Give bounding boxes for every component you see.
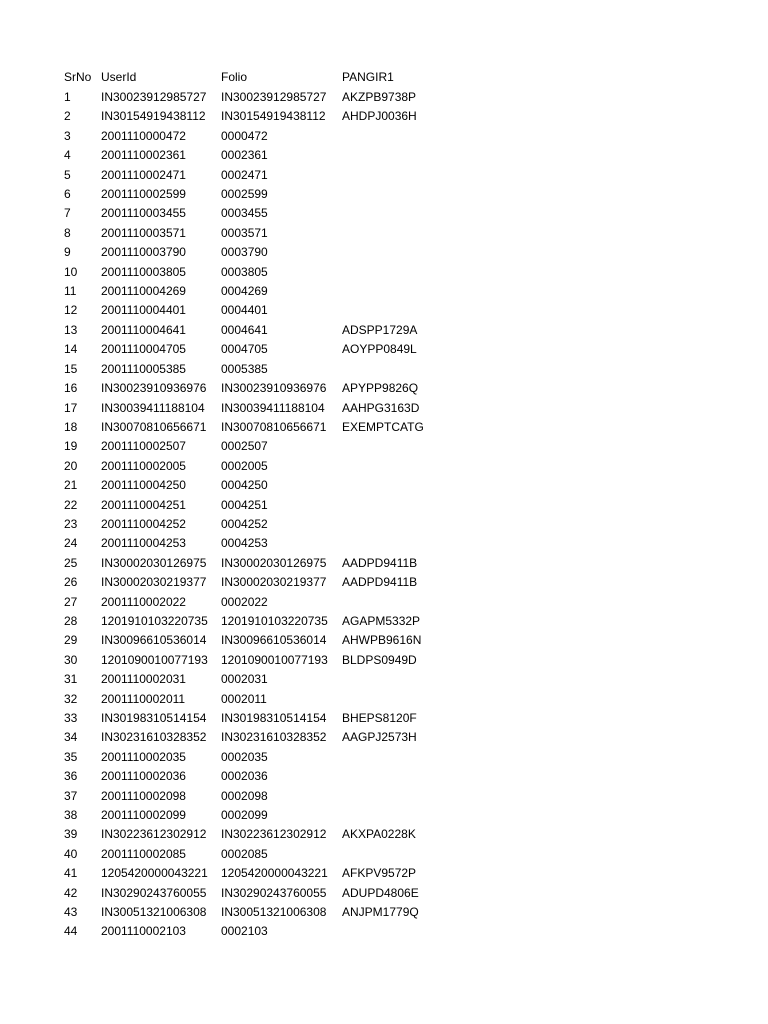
cell-folio: 0002022 bbox=[221, 594, 268, 609]
table-row bbox=[64, 728, 442, 747]
cell-pangir1 bbox=[342, 690, 442, 709]
cell-userid: 2001110004253 bbox=[101, 536, 186, 551]
cell-userid: IN30198310514154 bbox=[101, 711, 207, 725]
table-row bbox=[64, 670, 442, 689]
cell-folio: IN30223612302912 bbox=[221, 827, 327, 842]
cell-userid: 2001110002471 bbox=[101, 167, 186, 182]
table-row bbox=[64, 418, 442, 437]
cell-folio: 0002035 bbox=[221, 749, 268, 764]
cell-pangir1: ADSPP1729A bbox=[342, 322, 418, 337]
cell-pangir1 bbox=[342, 204, 442, 223]
cell-userid: 2001110002036 bbox=[101, 769, 186, 784]
cell-userid: 2001110004269 bbox=[101, 284, 186, 299]
cell-folio: 0005385 bbox=[221, 361, 268, 376]
cell-srno: 31 bbox=[64, 672, 78, 687]
cell-folio: 0003805 bbox=[221, 264, 268, 279]
cell-pangir1 bbox=[342, 922, 442, 941]
cell-pangir1: AAHPG3163D bbox=[342, 400, 420, 415]
cell-srno: 14 bbox=[64, 342, 78, 357]
table-row bbox=[64, 534, 442, 553]
cell-folio: IN30070810656671 bbox=[221, 419, 327, 434]
cell-srno: 27 bbox=[64, 594, 78, 609]
cell-srno: 5 bbox=[64, 167, 71, 182]
table-row bbox=[64, 127, 442, 146]
cell-srno: 33 bbox=[64, 711, 78, 725]
cell-folio: IN30231610328352 bbox=[221, 730, 327, 745]
cell-userid: 2001110002507 bbox=[101, 439, 186, 454]
cell-srno: 28 bbox=[64, 613, 78, 628]
cell-pangir1: EXEMPTCATG bbox=[342, 419, 424, 434]
cell-userid: 1205420000043221 bbox=[101, 866, 208, 881]
cell-srno: 1 bbox=[64, 90, 71, 104]
cell-pangir1: AHWPB9616N bbox=[342, 633, 422, 648]
cell-folio: 0002507 bbox=[221, 439, 268, 454]
cell-srno: 6 bbox=[64, 187, 71, 202]
table-row bbox=[64, 224, 442, 243]
cell-srno: 32 bbox=[64, 691, 78, 706]
cell-srno: 21 bbox=[64, 478, 78, 493]
header-row bbox=[64, 68, 442, 88]
cell-userid: IN30002030126975 bbox=[101, 555, 207, 570]
cell-pangir1: AHDPJ0036H bbox=[342, 109, 417, 124]
cell-srno: 19 bbox=[64, 439, 78, 454]
cell-pangir1 bbox=[342, 263, 442, 282]
cell-folio: 0004251 bbox=[221, 497, 268, 512]
cell-srno: 24 bbox=[64, 536, 78, 551]
cell-folio: 0003455 bbox=[221, 206, 268, 221]
cell-pangir1: ADUPD4806E bbox=[342, 885, 419, 900]
cell-userid: 1201090010077193 bbox=[101, 652, 208, 667]
table-row bbox=[64, 690, 442, 709]
table-body bbox=[64, 88, 442, 942]
cell-userid: 2001110002099 bbox=[101, 808, 186, 823]
header-folio: Folio bbox=[221, 70, 248, 85]
table-row bbox=[64, 573, 442, 592]
cell-folio: IN30023910936976 bbox=[221, 381, 327, 396]
cell-folio: IN30002030219377 bbox=[221, 575, 327, 590]
cell-userid: 2001110002005 bbox=[101, 458, 186, 473]
cell-folio: IN30039411188104 bbox=[221, 400, 325, 415]
cell-srno: 16 bbox=[64, 381, 78, 396]
table-row bbox=[64, 146, 442, 165]
cell-folio: 0004250 bbox=[221, 478, 268, 493]
cell-pangir1: AAGPJ2573H bbox=[342, 730, 417, 745]
cell-pangir1 bbox=[342, 127, 442, 146]
records-table bbox=[64, 68, 442, 942]
cell-userid: 2001110004705 bbox=[101, 342, 186, 357]
cell-pangir1 bbox=[342, 476, 442, 495]
cell-srno: 39 bbox=[64, 827, 78, 842]
table-row bbox=[64, 515, 442, 534]
cell-folio: 0002031 bbox=[221, 672, 268, 687]
table-row bbox=[64, 340, 442, 359]
cell-pangir1: AKXPA0228K bbox=[342, 827, 416, 842]
table-row bbox=[64, 243, 442, 262]
table-row bbox=[64, 709, 442, 728]
table-row bbox=[64, 301, 442, 320]
cell-userid: IN30070810656671 bbox=[101, 419, 207, 434]
cell-srno: 18 bbox=[64, 419, 78, 434]
cell-srno: 38 bbox=[64, 808, 78, 823]
cell-srno: 11 bbox=[64, 284, 77, 299]
cell-pangir1 bbox=[342, 360, 442, 379]
cell-pangir1 bbox=[342, 806, 442, 825]
cell-pangir1 bbox=[342, 515, 442, 534]
table-row bbox=[64, 651, 442, 670]
cell-userid: IN30154919438112 bbox=[101, 109, 206, 124]
cell-userid: 2001110002011 bbox=[101, 691, 186, 706]
cell-folio: 0002036 bbox=[221, 769, 268, 784]
cell-folio: 0004401 bbox=[221, 303, 268, 318]
table-row bbox=[64, 612, 442, 631]
cell-pangir1 bbox=[342, 748, 442, 767]
cell-userid: 2001110004401 bbox=[101, 303, 186, 318]
table-row bbox=[64, 806, 442, 825]
table-row bbox=[64, 922, 442, 941]
cell-srno: 7 bbox=[64, 206, 71, 221]
cell-srno: 17 bbox=[64, 400, 78, 415]
cell-userid: 2001110002599 bbox=[101, 187, 186, 202]
cell-srno: 3 bbox=[64, 128, 71, 143]
cell-folio: IN30198310514154 bbox=[221, 711, 327, 725]
cell-pangir1: AGAPM5332P bbox=[342, 613, 421, 628]
cell-folio: 0004269 bbox=[221, 284, 268, 299]
cell-srno: 2 bbox=[64, 109, 71, 124]
cell-folio: 0002005 bbox=[221, 458, 268, 473]
cell-userid: 2001110003455 bbox=[101, 206, 186, 221]
cell-srno: 4 bbox=[64, 148, 71, 163]
cell-srno: 25 bbox=[64, 555, 78, 570]
cell-srno: 42 bbox=[64, 885, 78, 900]
cell-folio: 0004705 bbox=[221, 342, 268, 357]
table-row bbox=[64, 166, 442, 185]
cell-folio: 0002099 bbox=[221, 808, 268, 823]
cell-userid: 2001110000472 bbox=[101, 128, 186, 143]
cell-pangir1 bbox=[342, 457, 442, 476]
table-row bbox=[64, 437, 442, 456]
table-row bbox=[64, 282, 442, 301]
cell-pangir1 bbox=[342, 534, 442, 553]
cell-pangir1 bbox=[342, 593, 442, 612]
cell-folio: IN30290243760055 bbox=[221, 885, 327, 900]
table-row bbox=[64, 263, 442, 282]
cell-pangir1 bbox=[342, 301, 442, 320]
cell-userid: 2001110002085 bbox=[101, 846, 186, 861]
cell-userid: 2001110005385 bbox=[101, 361, 186, 376]
cell-userid: IN30290243760055 bbox=[101, 885, 207, 900]
cell-srno: 43 bbox=[64, 905, 78, 920]
table-row bbox=[64, 204, 442, 223]
cell-folio: IN30023912985727 bbox=[221, 90, 327, 104]
cell-pangir1 bbox=[342, 845, 442, 864]
cell-userid: IN30231610328352 bbox=[101, 730, 207, 745]
table-row bbox=[64, 476, 442, 495]
cell-srno: 8 bbox=[64, 225, 71, 240]
cell-folio: 0004252 bbox=[221, 516, 268, 531]
cell-pangir1 bbox=[342, 243, 442, 262]
cell-userid: 2001110003805 bbox=[101, 264, 186, 279]
cell-pangir1: BLDPS0949D bbox=[342, 652, 417, 667]
cell-folio: 0003571 bbox=[221, 225, 268, 240]
cell-srno: 13 bbox=[64, 322, 78, 337]
table-row bbox=[64, 884, 442, 903]
table-row bbox=[64, 631, 442, 650]
cell-userid: 1201910103220735 bbox=[101, 613, 208, 628]
cell-folio: 1201090010077193 bbox=[221, 652, 328, 667]
cell-folio: 0002361 bbox=[221, 148, 268, 163]
cell-pangir1 bbox=[342, 146, 442, 165]
table-row bbox=[64, 399, 442, 418]
cell-folio: 1205420000043221 bbox=[221, 866, 328, 881]
cell-pangir1 bbox=[342, 185, 442, 204]
cell-userid: 2001110004250 bbox=[101, 478, 186, 493]
table-row bbox=[64, 787, 442, 806]
table-row bbox=[64, 748, 442, 767]
cell-pangir1: AOYPP0849L bbox=[342, 342, 417, 357]
cell-userid: IN30096610536014 bbox=[101, 633, 207, 648]
cell-folio: IN30051321006308 bbox=[221, 905, 327, 920]
cell-userid: IN30023910936976 bbox=[101, 381, 207, 396]
table-row bbox=[64, 825, 442, 844]
cell-folio: 0004641 bbox=[221, 322, 268, 337]
table-row bbox=[64, 88, 442, 107]
cell-pangir1 bbox=[342, 437, 442, 456]
cell-srno: 10 bbox=[64, 264, 78, 279]
cell-pangir1 bbox=[342, 670, 442, 689]
cell-folio: 0004253 bbox=[221, 536, 268, 551]
table-row bbox=[64, 767, 442, 786]
table-row bbox=[64, 845, 442, 864]
cell-srno: 37 bbox=[64, 788, 78, 803]
cell-folio: IN30154919438112 bbox=[221, 109, 326, 124]
cell-userid: 2001110003571 bbox=[101, 225, 186, 240]
cell-srno: 34 bbox=[64, 730, 78, 745]
table-row bbox=[64, 379, 442, 398]
cell-folio: IN30096610536014 bbox=[221, 633, 327, 648]
cell-pangir1: ANJPM1779Q bbox=[342, 905, 419, 920]
cell-folio: 0002471 bbox=[221, 167, 268, 182]
cell-userid: 2001110002031 bbox=[101, 672, 186, 687]
table-row bbox=[64, 554, 442, 573]
cell-folio: 0000472 bbox=[221, 128, 268, 143]
cell-pangir1: AKZPB9738P bbox=[342, 90, 417, 104]
cell-userid: 2001110004641 bbox=[101, 322, 186, 337]
cell-srno: 20 bbox=[64, 458, 78, 473]
cell-folio: 0002098 bbox=[221, 788, 268, 803]
table-row bbox=[64, 360, 442, 379]
cell-pangir1: AFKPV9572P bbox=[342, 866, 417, 881]
table-row bbox=[64, 321, 442, 340]
table-row bbox=[64, 457, 442, 476]
cell-folio: 0002011 bbox=[221, 691, 267, 706]
cell-pangir1: AADPD9411B bbox=[342, 575, 418, 590]
table-row bbox=[64, 496, 442, 515]
cell-userid: 2001110002022 bbox=[101, 594, 186, 609]
header-srno: SrNo bbox=[64, 70, 92, 85]
table-row bbox=[64, 903, 442, 922]
cell-folio: 0003790 bbox=[221, 245, 268, 260]
cell-userid: 2001110002103 bbox=[101, 924, 186, 939]
cell-pangir1 bbox=[342, 224, 442, 243]
cell-srno: 36 bbox=[64, 769, 78, 784]
cell-folio: IN30002030126975 bbox=[221, 555, 327, 570]
cell-userid: 2001110003790 bbox=[101, 245, 186, 260]
header-userid: UserId bbox=[101, 70, 137, 85]
cell-userid: 2001110002098 bbox=[101, 788, 186, 803]
cell-srno: 40 bbox=[64, 846, 78, 861]
cell-srno: 29 bbox=[64, 633, 78, 648]
cell-folio: 1201910103220735 bbox=[221, 613, 328, 628]
cell-folio: 0002599 bbox=[221, 187, 268, 202]
cell-srno: 44 bbox=[64, 924, 78, 939]
cell-srno: 22 bbox=[64, 497, 78, 512]
cell-pangir1 bbox=[342, 166, 442, 185]
cell-pangir1: AADPD9411B bbox=[342, 555, 418, 570]
cell-srno: 15 bbox=[64, 361, 78, 376]
cell-pangir1: BHEPS8120F bbox=[342, 711, 417, 725]
cell-srno: 30 bbox=[64, 652, 78, 667]
cell-userid: IN30051321006308 bbox=[101, 905, 207, 920]
cell-pangir1 bbox=[342, 787, 442, 806]
cell-pangir1 bbox=[342, 282, 442, 301]
cell-userid: IN30002030219377 bbox=[101, 575, 207, 590]
table-row bbox=[64, 185, 442, 204]
cell-pangir1: APYPP9826Q bbox=[342, 381, 419, 396]
cell-folio: 0002103 bbox=[221, 924, 268, 939]
cell-srno: 26 bbox=[64, 575, 78, 590]
cell-srno: 9 bbox=[64, 245, 71, 260]
table-row bbox=[64, 864, 442, 883]
cell-userid: 2001110004252 bbox=[101, 516, 186, 531]
cell-pangir1 bbox=[342, 496, 442, 515]
cell-userid: IN30023912985727 bbox=[101, 90, 207, 104]
table-row bbox=[64, 593, 442, 612]
cell-srno: 12 bbox=[64, 303, 78, 318]
cell-userid: IN30223612302912 bbox=[101, 827, 207, 842]
cell-srno: 23 bbox=[64, 516, 78, 531]
table-row bbox=[64, 107, 442, 126]
header-pangir1: PANGIR1 bbox=[342, 70, 394, 85]
cell-userid: IN30039411188104 bbox=[101, 400, 205, 415]
cell-userid: 2001110002035 bbox=[101, 749, 186, 764]
cell-pangir1 bbox=[342, 767, 442, 786]
cell-srno: 35 bbox=[64, 749, 78, 764]
cell-userid: 2001110004251 bbox=[101, 497, 186, 512]
cell-userid: 2001110002361 bbox=[101, 148, 186, 163]
cell-folio: 0002085 bbox=[221, 846, 268, 861]
cell-srno: 41 bbox=[64, 866, 78, 881]
